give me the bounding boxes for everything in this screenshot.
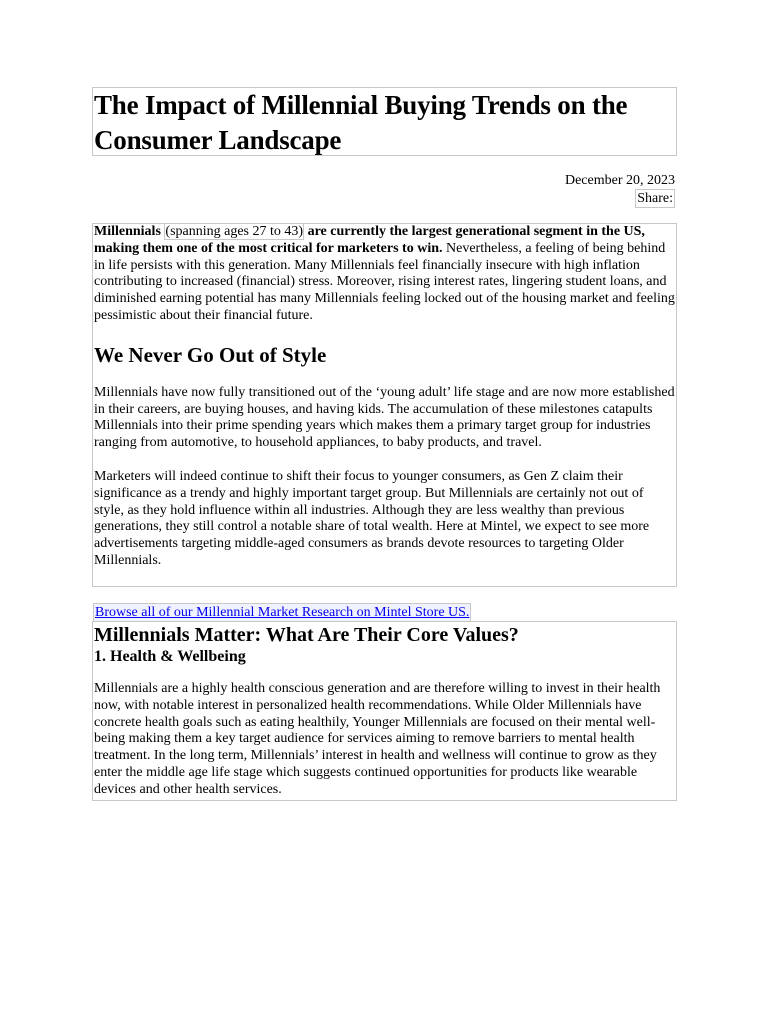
paragraph-health: Millennials are a highly health conscious generation and are therefore willing to invest in their health now, with notable interest in personalized health recommendations. While Older Millennials have concrete health goals such as eating healthily, Younger Millennials are focused on their mental well-being making them a key target audience for services aiming to remove barriers to mental health treatment. In the long term, Millennials’ interest in health and wellness will continue to grow as they enter the middle age life stage which suggests continued opportunities for products like wearable devices and other health services. (94, 681, 661, 797)
intro-lead-paren: (spanning ages 27 to 43) (165, 224, 304, 239)
title-block (92, 87, 677, 156)
article-body (92, 223, 677, 587)
core-values-section (92, 621, 677, 801)
paragraph-marketers: Marketers will indeed continue to shift their focus to younger consumers, as Gen Z claim their significance as a trendy and highly important target group. But Millennials are certainly not out of style, as they hold influence within all industries. Although they are less wealthy than previous generations, they still control a notable share of total wealth. Here at Mintel, we expect to see more advertisements targeting middle-aged consumers as brands devote resources to targeting Older Millennials. (94, 468, 650, 568)
subheading-health: 1. Health & Wellbeing (94, 648, 246, 665)
intro-rest: Nevertheless, a feeling of being behind in life persists with this generation. Many Millennials feel financially insecure with high inflation contributing to increased (financial) stress. Moreover, rising interest rates, lingering student loans, and diminished earning potential has many Millennials feeling locked out of the housing market and feeling pessimistic about their financial future. (94, 240, 675, 323)
share-label[interactable]: Share: (637, 191, 673, 206)
article-meta (565, 172, 675, 208)
publish-date: December 20, 2023 (564, 173, 675, 188)
intro-paragraph (93, 224, 676, 325)
page-title: The Impact of Millennial Buying Trends on the Consumer Landscape (94, 90, 628, 155)
intro-lead-bold: Millennials (94, 224, 161, 239)
paragraph-transition: Millennials have now fully transitioned out of the ‘young adult’ life stage and are now more established in their careers, are buying houses, and having kids. The accumulation of these milestones catapults Millennials into their prime spending years which makes them a primary target group for industries ranging from automotive, to household appliances, to baby products, and travel. (94, 384, 675, 451)
section-heading-core-values: Millennials Matter: What Are Their Core Values? (94, 624, 519, 646)
browse-research-link[interactable]: Browse all of our Millennial Market Research on Mintel Store US. (95, 605, 470, 620)
section-heading-style: We Never Go Out of Style (94, 342, 327, 367)
intro-lead-bold-2: are currently the largest generational segment in the US, making them one of the most critical for marketers to win. (94, 224, 645, 256)
